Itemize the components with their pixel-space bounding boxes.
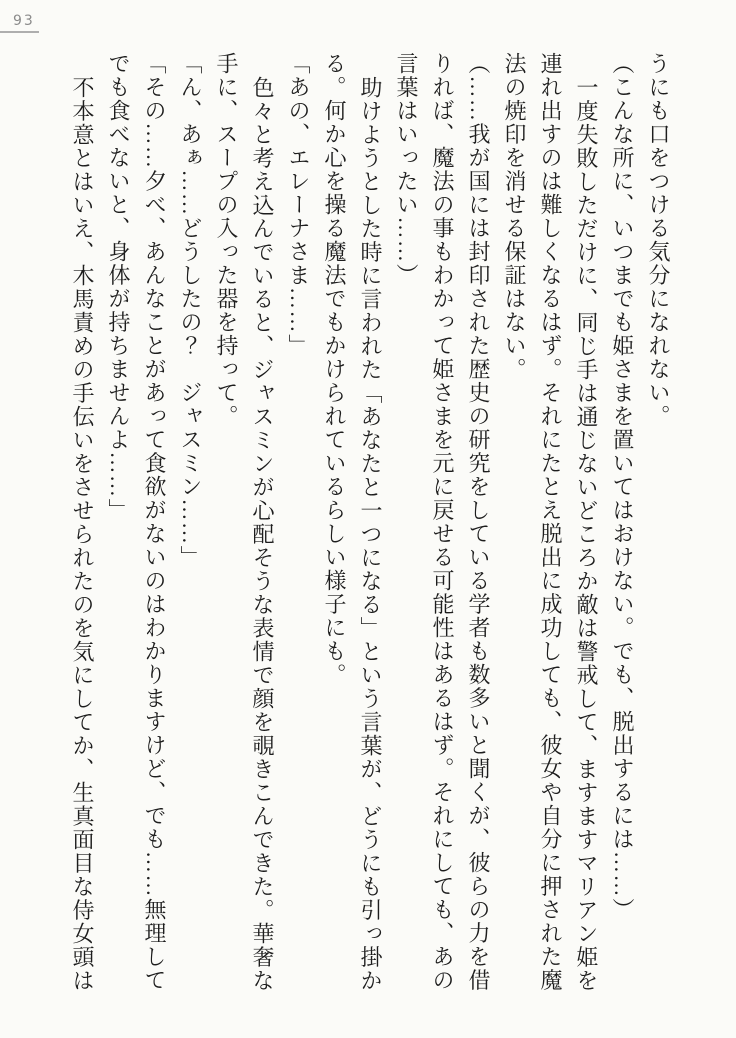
text-line: 助けようとした時に言われた「あなたと一つになる」という言葉が、どうにも引っ掛か	[358, 76, 383, 993]
text-line: 不本意とはいえ、木馬責めの手伝いをさせられたのを気にしてか、生真面目な侍女頭は	[70, 76, 95, 993]
text-line: 法の焼印を消せる保証はない。	[502, 52, 527, 381]
text-line: りれば、魔法の事もわかって姫さまを元に戻せる可能性はあるはず。それにしても、あの	[430, 52, 455, 992]
text-line: 言葉はいったい……）	[394, 52, 419, 287]
page-number-underline	[0, 31, 39, 33]
page-text	[64, 52, 676, 1000]
text-line: 連れ出すのは難しくなるはず。それにたとえ脱出に成功しても、彼女や自分に押された魔	[538, 52, 563, 992]
text-line: 「あの、エレーナさま……」	[286, 52, 311, 358]
text-line: 「ん、あぁ……どうしたの？ ジャスミン……」	[178, 52, 203, 569]
page-number: 93	[13, 13, 35, 29]
text-line: る。何か心を操る魔法でもかけられているらしい様子にも。	[322, 52, 347, 687]
text-line: （こんな所に、いつまでも姫さまを置いてはおけない。でも、脱出するには……）	[610, 52, 635, 922]
text-line: うにも口をつける気分になれない。	[646, 52, 671, 428]
text-line: （……我が国には封印された歴史の研究をしている学者も数多いと聞くが、彼らの力を借	[466, 52, 491, 992]
text-line: でも食べないと、身体が持ちませんよ……」	[106, 52, 131, 522]
text-line: 色々と考え込んでいると、ジャスミンが心配そうな表情で顔を覗きこんできた。華奢な	[250, 76, 275, 993]
text-line: 一度失敗しただけに、同じ手は通じないどころか敵は警戒して、ますますマリアン姫を	[574, 76, 599, 993]
text-line: 「その……夕べ、あんなことがあって食欲がないのはわかりますけど、でも……無理して	[142, 52, 167, 992]
text-line: 手に、スープの入った器を持って。	[214, 52, 239, 428]
